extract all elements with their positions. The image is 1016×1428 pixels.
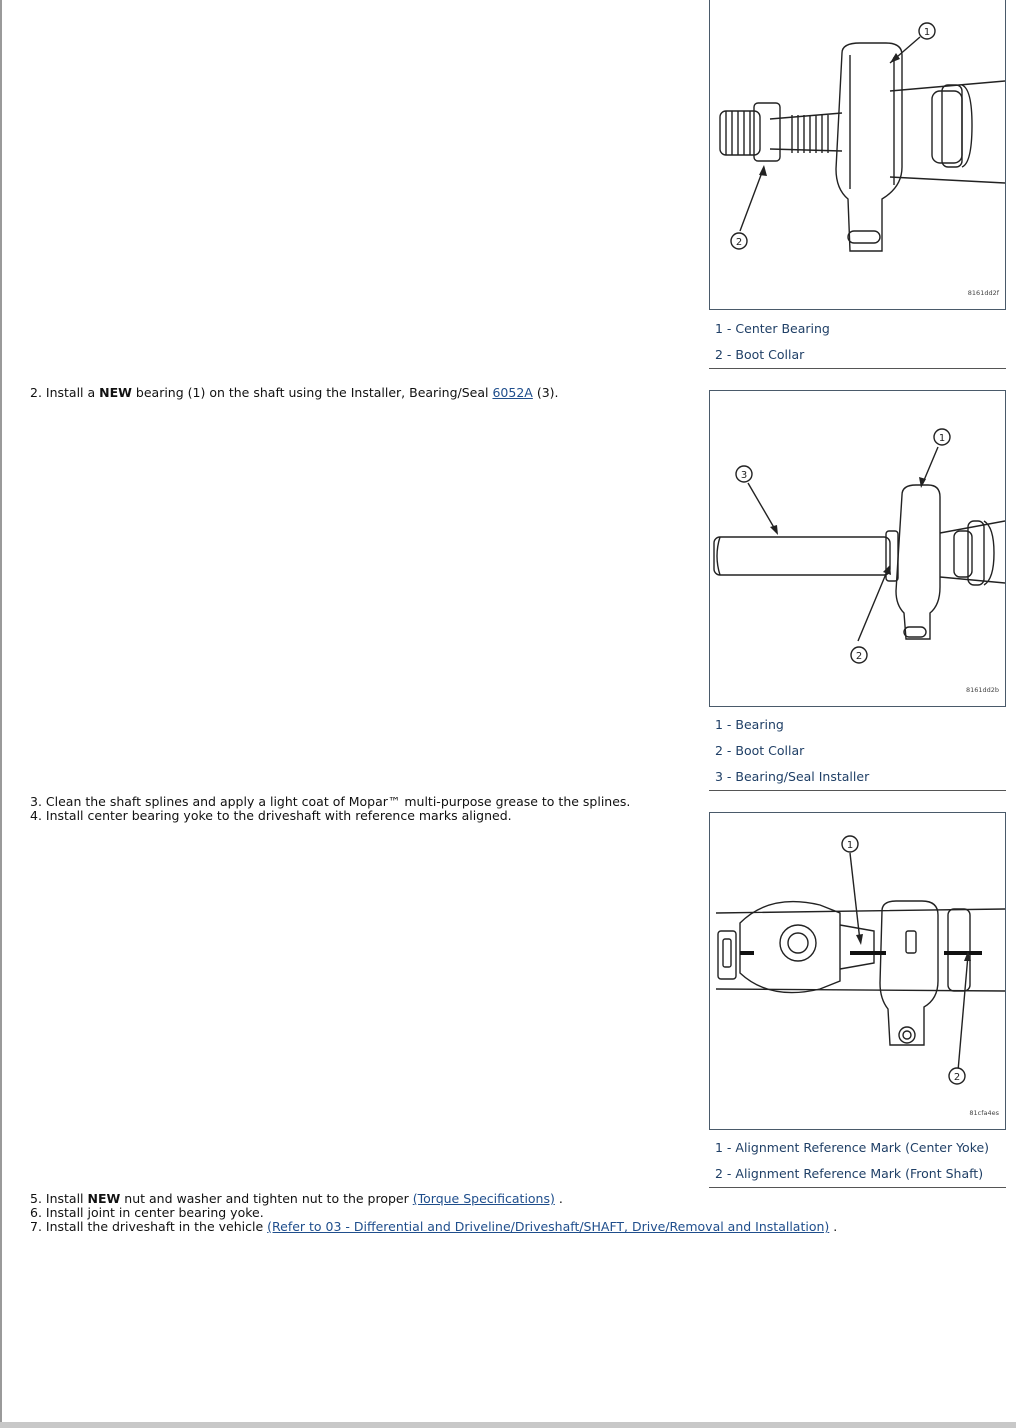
legend-item: 1 - Bearing — [715, 717, 784, 732]
callout-1-label: 1 — [923, 27, 931, 38]
step-5 — [30, 1192, 563, 1206]
figure-2-legend — [709, 712, 1006, 791]
step-emphasis: NEW — [99, 385, 132, 400]
callout-1-label: 1 — [938, 433, 946, 444]
legend-item: 2 - Boot Collar — [715, 743, 805, 758]
step-7 — [30, 1220, 837, 1234]
step-text: nut and washer and tighten nut to the proper — [120, 1191, 413, 1206]
step-text: bearing (1) on the shaft using the Installer, Bearing/Seal — [131, 385, 493, 400]
legend-item: 3 - Bearing/Seal Installer — [715, 769, 870, 784]
callout-3-label: 3 — [740, 470, 748, 481]
step-6: 6. Install joint in center bearing yoke. — [30, 1205, 264, 1220]
figure-alignment-marks — [709, 812, 1006, 1130]
bearing-installer-illustration — [710, 391, 1005, 706]
figure-bearing-installer — [709, 390, 1006, 707]
figure-code: 81cfa4es — [969, 1109, 999, 1117]
step-text: . — [829, 1219, 838, 1234]
step-text: 7. Install the driveshaft in the vehicle — [30, 1219, 268, 1234]
legend-item: 2 - Boot Collar — [715, 347, 805, 362]
figure-code: 8161dd2f — [967, 289, 999, 297]
tool-link-6052a[interactable]: 6052A — [492, 385, 533, 400]
page-bottom-edge — [0, 1422, 1016, 1428]
callout-1-label: 1 — [846, 840, 854, 851]
callout-2-label: 2 — [735, 237, 743, 248]
alignment-marks-illustration — [710, 813, 1005, 1129]
driveshaft-removal-installation-link[interactable]: (Refer to 03 - Differential and Driveline/Driveshaft/SHAFT, Drive/Removal and Installation) — [267, 1219, 830, 1234]
figure-center-bearing — [709, 0, 1006, 310]
step-2 — [30, 386, 559, 400]
legend-item: 1 - Center Bearing — [715, 321, 830, 336]
center-bearing-illustration — [710, 0, 1005, 309]
step-4: 4. Install center bearing yoke to the driveshaft with reference marks aligned. — [30, 808, 512, 823]
torque-specifications-link[interactable]: (Torque Specifications) — [412, 1191, 555, 1206]
page-left-border — [0, 0, 2, 1428]
legend-item: 1 - Alignment Reference Mark (Center Yoke) — [715, 1140, 990, 1155]
callout-2-label: 2 — [953, 1072, 961, 1083]
figure-1-legend — [709, 316, 1006, 369]
step-text: 5. Install — [30, 1191, 88, 1206]
callout-2-label: 2 — [855, 651, 863, 662]
figure-3-legend — [709, 1135, 1006, 1188]
step-emphasis: NEW — [87, 1191, 121, 1206]
step-3: 3. Clean the shaft splines and apply a light coat of Mopar™ multi-purpose grease to the splines. — [30, 794, 631, 809]
step-text: 2. Install a — [30, 385, 100, 400]
step-text: . — [554, 1191, 563, 1206]
figure-code: 8161dd2b — [965, 686, 999, 694]
legend-item: 2 - Alignment Reference Mark (Front Shaft) — [715, 1166, 984, 1181]
step-text: (3). — [532, 385, 559, 400]
